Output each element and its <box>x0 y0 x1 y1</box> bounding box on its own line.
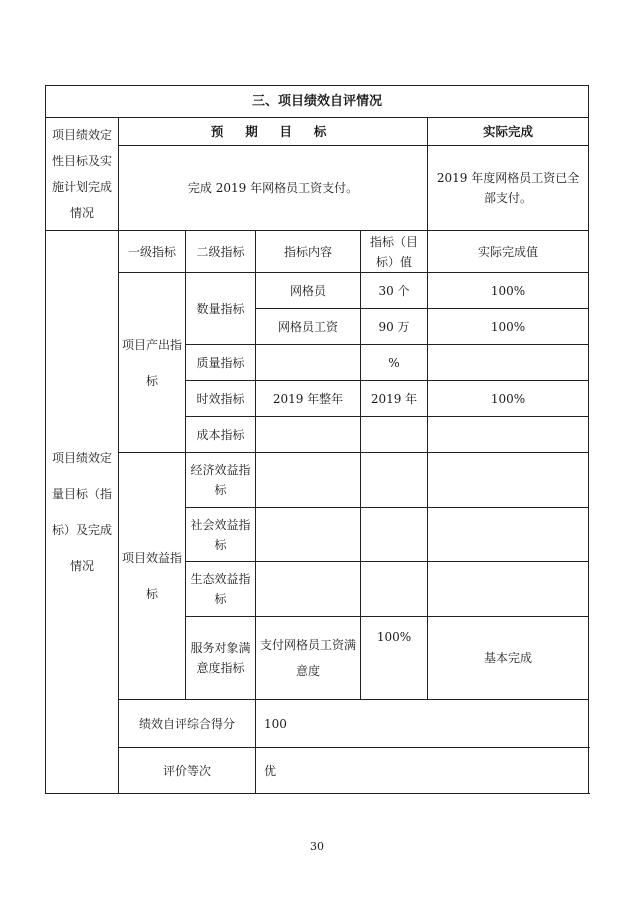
score-label: 绩效自评综合得分 <box>119 700 256 748</box>
performance-table <box>45 85 589 794</box>
social-actual <box>428 508 589 562</box>
economic-content <box>256 453 361 508</box>
header-level2: 二级指标 <box>186 231 256 273</box>
social-target <box>361 508 428 562</box>
economic-benefit-label: 经济效益指标 <box>186 453 256 508</box>
satisfaction-actual: 基本完成 <box>428 617 589 700</box>
grade-value: 优 <box>256 748 589 794</box>
expected-goal-header: 预 期 目 标 <box>119 118 428 146</box>
cost-target <box>361 417 428 453</box>
header-actual: 实际完成值 <box>428 231 589 273</box>
ecological-benefit-label: 生态效益指标 <box>186 562 256 617</box>
ecological-content <box>256 562 361 617</box>
quantity-content-1: 网格员 <box>256 273 361 309</box>
economic-target <box>361 453 428 508</box>
social-benefit-label: 社会效益指标 <box>186 508 256 562</box>
header-level1: 一级指标 <box>119 231 186 273</box>
page-number: 30 <box>310 840 324 853</box>
grade-label: 评价等次 <box>119 748 256 794</box>
header-content: 指标内容 <box>256 231 361 273</box>
cost-indicator-label: 成本指标 <box>186 417 256 453</box>
timeliness-content: 2019 年整年 <box>256 381 361 417</box>
quantity-target-2: 90 万 <box>361 309 428 345</box>
cost-actual <box>428 417 589 453</box>
quality-indicator-label: 质量指标 <box>186 345 256 381</box>
quantity-content-2: 网格员工资 <box>256 309 361 345</box>
ecological-target <box>361 562 428 617</box>
actual-completion-header: 实际完成 <box>428 118 589 146</box>
social-content <box>256 508 361 562</box>
quantity-target-1: 30 个 <box>361 273 428 309</box>
actual-completion-text: 2019 年度网格员工资已全部支付。 <box>428 146 589 231</box>
qualitative-row-header: 项目绩效定性目标及实施计划完成情况 <box>46 118 119 231</box>
satisfaction-indicator-label: 服务对象满意度指标 <box>186 617 256 700</box>
quantity-actual-1: 100% <box>428 273 589 309</box>
satisfaction-target: 100% <box>361 617 428 700</box>
cost-content <box>256 417 361 453</box>
expected-goal-text: 完成 2019 年网格员工资支付。 <box>119 146 428 231</box>
timeliness-indicator-label: 时效指标 <box>186 381 256 417</box>
section-title: 三、项目绩效自评情况 <box>46 86 589 118</box>
timeliness-target: 2019 年 <box>361 381 428 417</box>
quantity-indicator-label: 数量指标 <box>186 273 256 345</box>
ecological-actual <box>428 562 589 617</box>
quantitative-row-header: 项目绩效定量目标（指标）及完成情况 <box>46 231 119 794</box>
quality-actual <box>428 345 589 381</box>
output-indicator-label: 项目产出指标 <box>119 273 186 453</box>
quality-target: % <box>361 345 428 381</box>
satisfaction-content: 支付网格员工资满意度 <box>256 617 361 700</box>
score-value: 100 <box>256 700 589 748</box>
timeliness-actual: 100% <box>428 381 589 417</box>
benefit-indicator-label: 项目效益指标 <box>119 453 186 700</box>
quantity-actual-2: 100% <box>428 309 589 345</box>
quality-content <box>256 345 361 381</box>
economic-actual <box>428 453 589 508</box>
header-target: 指标（目标）值 <box>361 231 428 273</box>
